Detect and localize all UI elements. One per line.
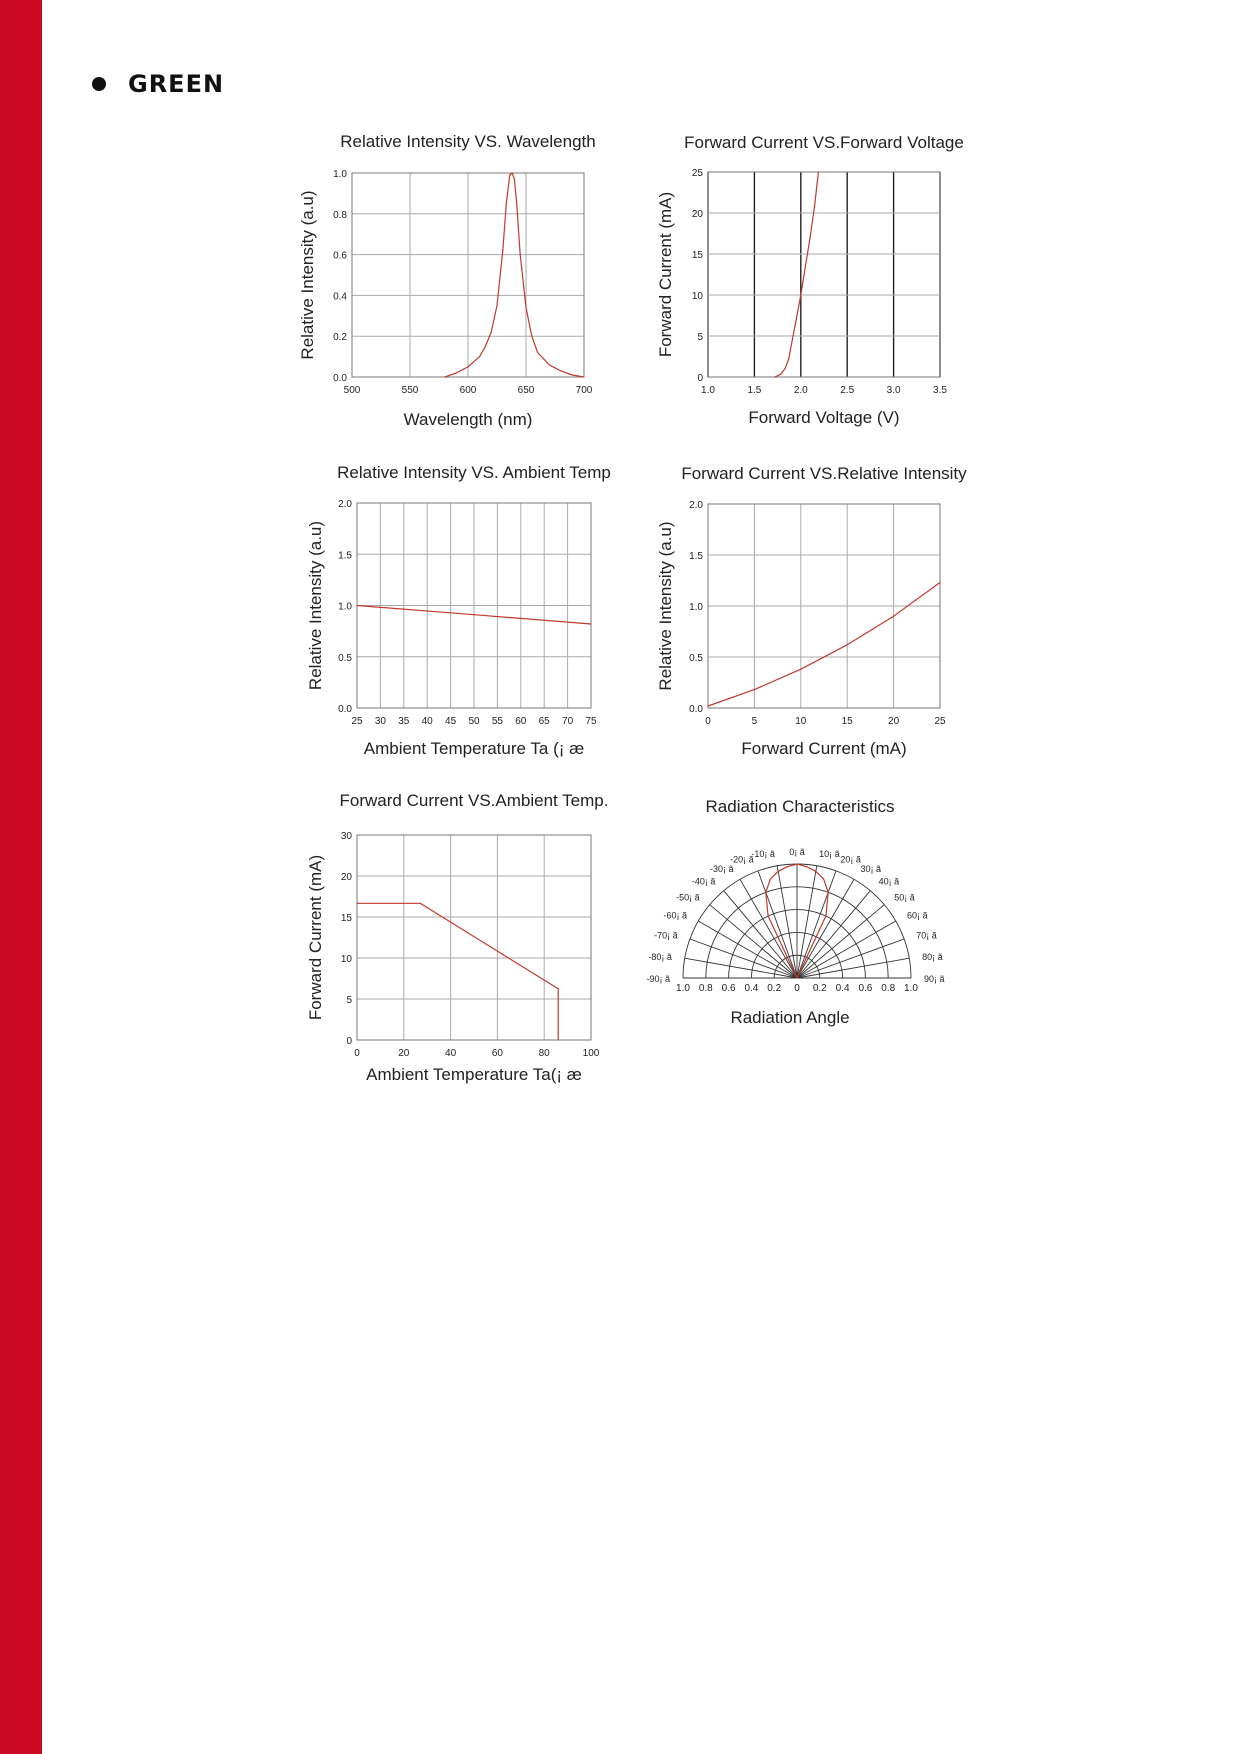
data-point [788, 358, 789, 359]
x-tick-label: 600 [459, 385, 477, 396]
x-tick-label: 1.5 [747, 385, 762, 396]
x-axis-label: Forward Current (mA) [741, 739, 907, 758]
polar-angle-label: -90¡ ã [646, 974, 670, 984]
data-point [796, 863, 797, 864]
radial-tick-label: 0.2 [812, 983, 827, 994]
y-axis-label: Relative Intensity (a.u) [306, 520, 325, 691]
y-tick-label: 20 [340, 872, 352, 883]
polar-angle-label: -40¡ ã [691, 876, 716, 887]
data-point [823, 878, 824, 879]
y-tick-label: 15 [340, 913, 352, 924]
polar-angle-label: 20¡ ã [840, 854, 861, 865]
data-point [506, 203, 507, 204]
data-point [511, 172, 512, 173]
radial-tick-label: 0 [794, 983, 800, 994]
plot-frame [357, 835, 591, 1040]
y-tick-label: 5 [697, 332, 703, 343]
polar-angle-label: 80¡ ã [922, 951, 943, 962]
x-tick-label: 70 [562, 716, 574, 727]
data-point [444, 376, 445, 377]
y-axis-label: Relative Intensity (a.u) [656, 521, 675, 691]
x-tick-label: 60 [515, 716, 527, 727]
data-point [583, 376, 584, 377]
y-tick-label: 15 [691, 250, 703, 261]
data-point [796, 977, 797, 978]
radial-tick-label: 0.8 [881, 983, 896, 994]
x-tick-label: 50 [468, 716, 480, 727]
x-tick-label: 40 [445, 1048, 457, 1059]
data-point [707, 705, 708, 706]
y-tick-label: 0.4 [333, 291, 347, 303]
y-axis-label: Forward Current (mA) [306, 854, 325, 1021]
x-tick-label: 650 [517, 385, 535, 396]
y-tick-label: 0 [697, 373, 703, 384]
data-point [420, 903, 421, 904]
x-tick-label: 35 [398, 716, 410, 727]
data-point [549, 364, 550, 365]
y-tick-label: 20 [691, 209, 703, 220]
data-point [784, 368, 785, 369]
x-tick-label: 10 [795, 716, 807, 727]
x-axis-label: Ambient Temperature Ta(¡ æ [366, 1065, 582, 1084]
polar-angle-label: 30¡ ã [860, 864, 882, 874]
data-point [770, 878, 771, 879]
data-point [516, 203, 517, 204]
data-point [774, 376, 775, 377]
polar-angle-label: -70¡ ã [654, 930, 678, 941]
data-point [531, 336, 532, 337]
x-tick-label: 25 [934, 716, 946, 727]
y-tick-label: 0.8 [333, 209, 347, 221]
x-tick-label: 65 [538, 716, 550, 727]
x-tick-label: 30 [374, 716, 386, 727]
data-point [356, 605, 357, 606]
y-tick-label: 0.2 [333, 332, 347, 344]
chart-title: Relative Intensity VS. Wavelength [340, 132, 596, 151]
data-point [558, 1039, 559, 1040]
y-tick-label: 0.0 [333, 373, 347, 384]
data-point [893, 616, 894, 617]
x-tick-label: 5 [751, 716, 758, 727]
x-tick-label: 700 [575, 385, 593, 396]
y-axis-label: Forward Current (mA) [656, 191, 675, 358]
data-point [558, 988, 559, 989]
chart-title: Radiation Characteristics [705, 797, 895, 816]
x-tick-label: 45 [445, 716, 457, 727]
x-tick-label: 55 [491, 716, 503, 727]
data-point [479, 356, 480, 357]
y-tick-label: 25 [691, 168, 703, 179]
polar-angle-label: -10¡ ã [751, 848, 775, 859]
chart-title: Forward Current VS.Forward Voltage [684, 133, 964, 152]
data-point [778, 871, 779, 872]
data-point [768, 915, 769, 916]
y-tick-label: 30 [340, 831, 352, 842]
y-tick-label: 0.5 [338, 652, 352, 664]
x-tick-label: 100 [582, 1048, 600, 1059]
polar-angle-label: 50¡ ã [894, 892, 915, 903]
series-line [445, 173, 584, 377]
data-point [806, 866, 807, 867]
x-tick-label: 3.0 [886, 385, 901, 396]
data-point [765, 892, 766, 893]
data-point [828, 892, 829, 893]
x-tick-label: 2.5 [840, 385, 855, 396]
data-point [847, 644, 848, 645]
data-point [560, 370, 561, 371]
data-point [814, 204, 815, 205]
data-point [810, 237, 811, 238]
data-point [791, 344, 792, 345]
x-tick-label: 1.0 [701, 385, 715, 396]
data-point [939, 582, 940, 583]
radial-tick-label: 0.6 [721, 983, 736, 994]
y-axis-label: Relative Intensity (a.u) [298, 190, 317, 360]
x-tick-label: 25 [351, 716, 363, 727]
data-point [805, 266, 806, 267]
data-point [796, 319, 797, 320]
x-axis-label: Ambient Temperature Ta (¡ æ [363, 739, 585, 758]
radial-tick-label: 0.4 [744, 983, 759, 994]
y-tick-label: 1.0 [689, 602, 703, 613]
data-point [800, 294, 801, 295]
polar-angle-label: 40¡ ã [878, 876, 900, 887]
x-axis-label: Forward Voltage (V) [748, 408, 900, 427]
data-point [537, 352, 538, 353]
x-tick-label: 0 [705, 716, 711, 727]
y-tick-label: 0 [346, 1036, 352, 1047]
y-tick-label: 10 [340, 954, 352, 965]
x-tick-label: 75 [585, 716, 597, 727]
data-point [825, 915, 826, 916]
data-point [485, 346, 486, 347]
x-tick-label: 20 [398, 1048, 410, 1059]
data-point [754, 689, 755, 690]
data-point [491, 332, 492, 333]
x-tick-label: 2.0 [793, 385, 808, 396]
data-point [815, 871, 816, 872]
data-point [780, 374, 781, 375]
data-point [514, 179, 515, 180]
x-tick-label: 0 [354, 1048, 360, 1059]
y-tick-label: 2.0 [338, 499, 352, 510]
y-tick-label: 1.0 [333, 169, 347, 180]
data-point [456, 372, 457, 373]
polar-angle-label: -80¡ ã [648, 951, 672, 962]
x-tick-label: 500 [343, 385, 361, 396]
chart-title: Forward Current VS.Relative Intensity [681, 464, 967, 483]
x-axis-label: Wavelength (nm) [403, 410, 533, 429]
series-line [775, 172, 819, 377]
y-tick-label: 0.0 [689, 704, 703, 715]
data-point [590, 623, 591, 624]
polar-angle-label: 90¡ ã [924, 974, 945, 984]
polar-angle-label: 60¡ ã [907, 910, 928, 921]
polar-angle-label: -60¡ ã [663, 910, 687, 921]
x-tick-label: 15 [841, 716, 853, 727]
y-tick-label: 2.0 [689, 500, 703, 511]
radial-tick-label: 1.0 [676, 983, 690, 994]
polar-angle-label: 70¡ ã [916, 930, 937, 941]
section-title: GREEN [128, 70, 225, 98]
polar-angle-label: 10¡ ã [819, 848, 840, 859]
radial-tick-label: 0.4 [835, 983, 850, 994]
series-line [708, 583, 940, 707]
y-tick-label: 0.0 [338, 704, 352, 715]
data-point [502, 250, 503, 251]
x-tick-label: 3.5 [933, 385, 947, 396]
radial-tick-label: 0.2 [767, 983, 782, 994]
plot-frame [708, 172, 940, 377]
y-tick-label: 1.0 [338, 601, 352, 613]
x-tick-label: 60 [491, 1048, 503, 1059]
polar-angle-label: -50¡ ã [676, 892, 700, 903]
polar-angle-label: -20¡ ã [730, 854, 754, 865]
data-point [356, 903, 357, 904]
data-point [800, 669, 801, 670]
data-point [572, 374, 573, 375]
data-point [525, 307, 526, 308]
x-tick-label: 550 [401, 385, 419, 396]
chart-title: Forward Current VS.Ambient Temp. [339, 791, 609, 810]
y-tick-label: 10 [691, 291, 703, 302]
radial-tick-label: 1.0 [904, 983, 918, 994]
x-axis-label: Radiation Angle [730, 1008, 850, 1027]
data-point [467, 366, 468, 367]
y-tick-label: 0.5 [689, 653, 703, 664]
x-tick-label: 80 [538, 1048, 550, 1059]
radial-tick-label: 0.6 [858, 983, 873, 994]
data-point [520, 254, 521, 255]
polar-angle-label: -30¡ ã [709, 864, 734, 874]
data-point [787, 866, 788, 867]
radial-tick-label: 0.8 [698, 983, 713, 994]
polar-angle-label: 0¡ ã [789, 847, 805, 857]
y-tick-label: 0.6 [333, 250, 347, 262]
data-point [473, 614, 474, 615]
y-tick-label: 1.5 [338, 550, 352, 562]
x-tick-label: 40 [421, 716, 433, 727]
y-tick-label: 5 [346, 995, 352, 1006]
data-point [509, 174, 510, 175]
y-tick-label: 1.5 [689, 551, 703, 562]
series-line [357, 903, 558, 1040]
data-point [496, 305, 497, 306]
data-point [818, 171, 819, 172]
x-tick-label: 20 [888, 716, 900, 727]
chart-title: Relative Intensity VS. Ambient Temp [337, 463, 611, 482]
